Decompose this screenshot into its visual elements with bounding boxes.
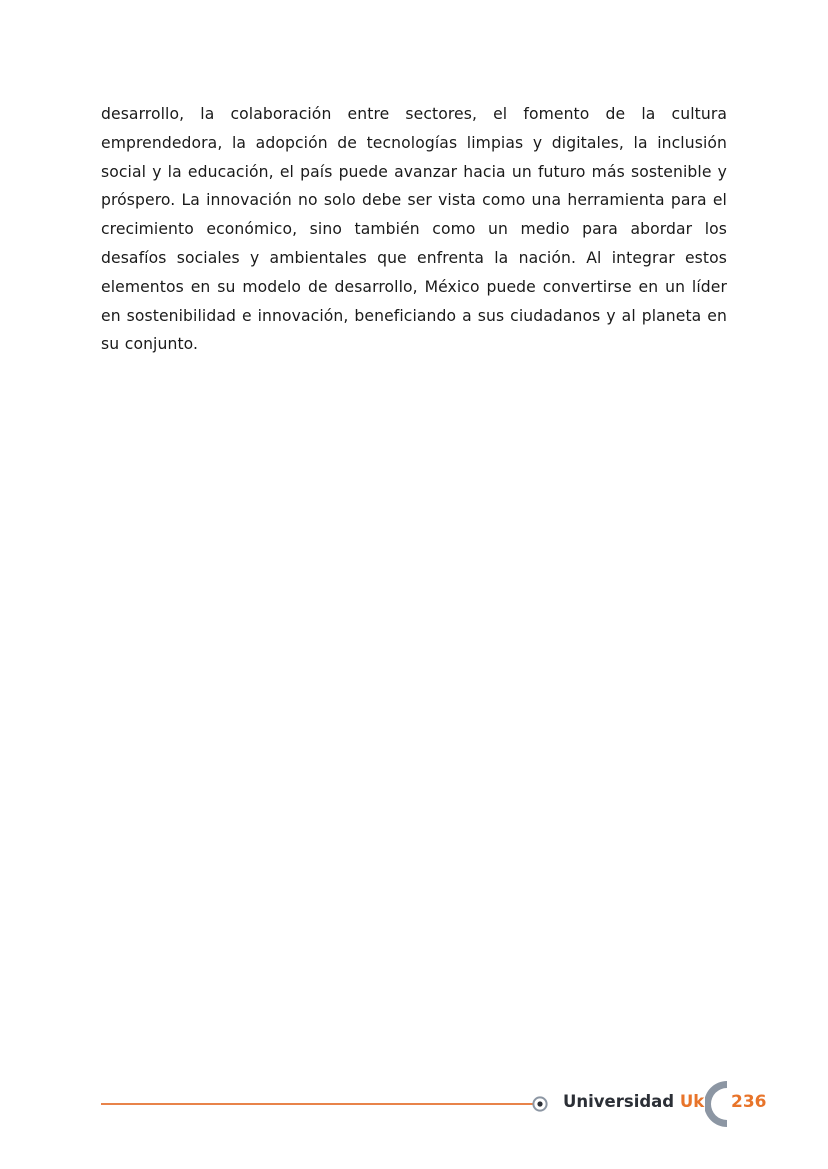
- page-footer: [0, 1075, 828, 1135]
- footer-rule: [101, 1103, 533, 1105]
- page-arc-icon: [705, 1078, 731, 1130]
- page-number: 236: [731, 1092, 767, 1112]
- brand-accent: Uk: [679, 1092, 705, 1111]
- body-paragraph: desarrollo, la colaboración entre sectores, el fomento de la cultura emprendedora, la adopción de tecnologías limpias y digitales, la inclusión social y la educación, el país puede avanzar hacia un futuro más sostenible y próspero. La innovación no solo debe ser vista como una herramienta para el crecimiento económico, sino también como un medio para abordar los desafíos sociales y ambientales que enfrenta la nación. Al integrar estos elementos en su modelo de desarrollo, México puede convertirse en un líder en sostenibilidad e innovación, beneficiando a sus ciudadanos y al planeta en su conjunto.: [101, 105, 727, 354]
- brand-name: Universidad: [563, 1092, 675, 1111]
- target-dot-icon: [532, 1096, 548, 1112]
- brand-logo: [563, 1090, 704, 1114]
